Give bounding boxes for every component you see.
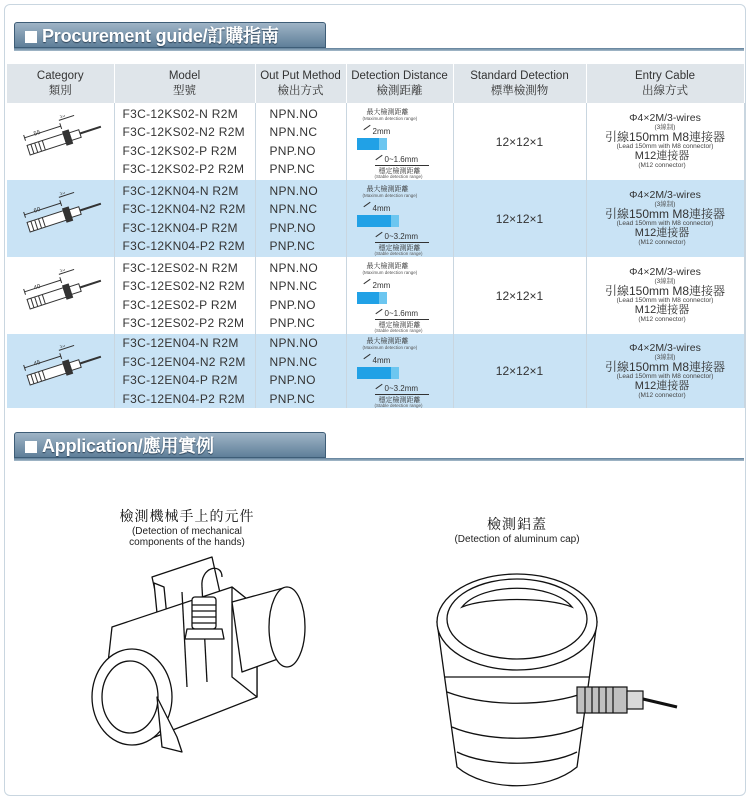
model-name: F3C-12KN04-P2 R2M bbox=[122, 239, 245, 253]
sensor-dim-length: 45 bbox=[33, 359, 42, 368]
stable-range-label: 穩定檢測距離 bbox=[378, 167, 421, 175]
stable-range-label: 穩定檢測距離 bbox=[378, 397, 421, 404]
arrow-icon bbox=[375, 308, 382, 313]
model-name: F3C-12ES02-N R2M bbox=[122, 260, 239, 275]
standard-detection-cell: 12×12×1 bbox=[453, 257, 586, 334]
max-range-label: 最大檢測距離 bbox=[366, 338, 409, 345]
distance-diagram bbox=[357, 334, 453, 408]
category-cell bbox=[7, 103, 114, 180]
sensor-drawing bbox=[15, 115, 105, 165]
cable-wires-note: (3線制) bbox=[654, 124, 676, 131]
output-method: PNP.NO bbox=[269, 297, 316, 312]
stable-range-label-en: (Stable detection range) bbox=[374, 327, 423, 333]
distance-diagram bbox=[357, 105, 453, 179]
left-caption bbox=[77, 506, 297, 548]
sensor-dim-head: 15 bbox=[59, 344, 67, 350]
max-range-value: 2mm bbox=[372, 280, 391, 290]
range-bar-light bbox=[391, 367, 399, 379]
cable-m12-note: (M12 connector) bbox=[638, 162, 686, 169]
distance-diagram bbox=[357, 259, 453, 333]
sensor-dim-length: 40 bbox=[33, 283, 42, 292]
max-range-label-en: (Maximum detection range) bbox=[362, 345, 418, 350]
model-name: F3C-12KN04-N R2M bbox=[122, 183, 239, 198]
output-method: PNP.NC bbox=[269, 239, 316, 253]
table-row bbox=[7, 334, 744, 408]
model-name: F3C-12KS02-P R2M bbox=[122, 143, 238, 158]
output-method-cell bbox=[255, 334, 346, 408]
output-method-cell bbox=[255, 103, 346, 180]
cable-m12: M12連接器 bbox=[634, 150, 690, 162]
range-bar bbox=[357, 292, 379, 304]
max-range-label: 最大檢測距離 bbox=[366, 185, 409, 193]
sensor-dim-length: 60 bbox=[33, 206, 42, 215]
model-name: F3C-12KN04-P R2M bbox=[122, 220, 238, 235]
range-bar bbox=[357, 215, 391, 227]
output-method: PNP.NC bbox=[269, 391, 316, 406]
sensor-dim-head: 15 bbox=[59, 269, 67, 274]
stable-range-value: 0~1.6mm bbox=[384, 308, 419, 318]
range-bar-light bbox=[391, 215, 399, 227]
header-output-method: Out Put Method 檢出方式 bbox=[255, 64, 346, 103]
range-bar-light bbox=[379, 292, 387, 304]
detection-distance-cell bbox=[346, 103, 453, 180]
output-method: PNP.NO bbox=[269, 373, 316, 387]
category-cell bbox=[7, 257, 114, 334]
header-category: Category 類別 bbox=[7, 64, 114, 103]
left-caption-zh: 檢測機械手上的元件 bbox=[119, 508, 255, 524]
procurement-table bbox=[7, 64, 745, 408]
table-row bbox=[7, 103, 744, 180]
right-caption-en: (Detection of aluminum cap) bbox=[454, 534, 580, 545]
standard-detection-cell: 12×12×1 bbox=[453, 180, 586, 257]
distance-diagram bbox=[357, 182, 453, 256]
cable-lead: 引線150mm M8連接器 bbox=[604, 130, 726, 144]
cable-wires: Φ4×2M/3-wires bbox=[629, 341, 701, 354]
stable-range-label-en: (Stable detection range) bbox=[374, 250, 423, 256]
range-bar bbox=[357, 138, 379, 150]
procurement-banner bbox=[14, 22, 326, 48]
application-area bbox=[7, 462, 744, 792]
category-cell bbox=[7, 180, 114, 257]
cable-lead: 引線150mm M8連接器 bbox=[604, 359, 726, 374]
detection-distance-cell bbox=[346, 334, 453, 408]
stable-range-value: 0~3.2mm bbox=[384, 231, 419, 241]
model-name: F3C-12ES02-N2 R2M bbox=[122, 279, 245, 293]
output-method: PNP.NC bbox=[269, 162, 316, 176]
output-method: NPN.NO bbox=[269, 183, 318, 198]
arrow-icon bbox=[375, 154, 382, 159]
output-method: NPN.NC bbox=[269, 125, 318, 139]
model-name: F3C-12ES02-P R2M bbox=[122, 297, 238, 312]
header-entry-cable: Entry Cable 出線方式 bbox=[586, 64, 744, 103]
cable-m12: M12連接器 bbox=[634, 304, 690, 316]
cable-lead-note: (Lead 150mm with M8 connector) bbox=[616, 143, 714, 150]
max-range-label-en: (Maximum detection range) bbox=[362, 192, 418, 198]
application-banner bbox=[14, 432, 326, 458]
table-header-row bbox=[7, 64, 744, 103]
cable-m12-note: (M12 connector) bbox=[638, 391, 686, 399]
sensor-dim-head: 15 bbox=[59, 192, 67, 197]
max-range-value: 2mm bbox=[372, 126, 391, 136]
cable-wires-note: (3線制) bbox=[654, 201, 676, 208]
max-range-label: 最大檢測距離 bbox=[366, 262, 409, 270]
output-method: PNP.NC bbox=[269, 316, 316, 330]
cable-lead-note: (Lead 150mm with M8 connector) bbox=[616, 220, 714, 227]
model-name: F3C-12KS02-N R2M bbox=[122, 106, 239, 121]
model-name: F3C-12EN04-N2 R2M bbox=[122, 354, 246, 369]
model-name: F3C-12KS02-P2 R2M bbox=[122, 162, 245, 176]
table-row bbox=[7, 180, 744, 257]
stable-range-label: 穩定檢測距離 bbox=[378, 244, 421, 252]
model-cell bbox=[114, 180, 255, 257]
left-caption-en2: components of the hands) bbox=[129, 537, 245, 548]
stable-range-label-en: (Stable detection range) bbox=[374, 403, 423, 408]
output-method: NPN.NC bbox=[269, 279, 318, 293]
output-method-cell bbox=[255, 180, 346, 257]
max-range-value: 4mm bbox=[372, 203, 391, 213]
square-icon bbox=[25, 441, 37, 453]
entry-cable-cell bbox=[586, 180, 744, 257]
detection-distance-cell bbox=[346, 257, 453, 334]
max-range-value: 4mm bbox=[372, 356, 391, 365]
arrow-icon bbox=[363, 278, 370, 283]
model-name: F3C-12EN04-P R2M bbox=[122, 373, 238, 387]
model-cell bbox=[114, 257, 255, 334]
arrow-icon bbox=[363, 201, 370, 206]
max-range-label: 最大檢測距離 bbox=[366, 108, 409, 116]
model-cell bbox=[114, 334, 255, 408]
left-caption-en1: (Detection of mechanical bbox=[131, 526, 243, 537]
stable-range-value: 0~3.2mm bbox=[384, 384, 419, 393]
cable-wires-note: (3線制) bbox=[654, 278, 676, 285]
banner-underline bbox=[14, 48, 744, 51]
mechanical-hand-illustration bbox=[82, 547, 312, 767]
output-method: NPN.NO bbox=[269, 106, 318, 121]
max-range-label-en: (Maximum detection range) bbox=[362, 269, 418, 275]
sensor-drawing bbox=[15, 269, 105, 319]
max-range-label-en: (Maximum detection range) bbox=[362, 115, 418, 121]
sensor-dim-length: 55 bbox=[33, 129, 42, 138]
table-row bbox=[7, 257, 744, 334]
application-title: Application/應用實例 bbox=[42, 436, 214, 456]
cable-m12-note: (M12 connector) bbox=[638, 316, 686, 323]
entry-cable-cell bbox=[586, 103, 744, 180]
arrow-icon bbox=[363, 124, 370, 129]
cable-m12-note: (M12 connector) bbox=[638, 239, 686, 246]
cable-lead-note: (Lead 150mm with M8 connector) bbox=[616, 372, 714, 380]
model-name: F3C-12EN04-P2 R2M bbox=[122, 391, 245, 406]
standard-detection-cell: 12×12×1 bbox=[453, 103, 586, 180]
cable-m12: M12連接器 bbox=[634, 227, 690, 239]
detection-distance-cell bbox=[346, 180, 453, 257]
header-standard-detection: Standard Detection 標準檢測物 bbox=[453, 64, 586, 103]
output-method: NPN.NC bbox=[269, 202, 318, 216]
range-bar bbox=[357, 367, 391, 379]
cable-lead-note: (Lead 150mm with M8 connector) bbox=[616, 297, 714, 304]
output-method: NPN.NC bbox=[269, 354, 318, 369]
output-method: PNP.NO bbox=[269, 143, 316, 158]
right-caption bbox=[417, 514, 617, 545]
cable-wires-note: (3線制) bbox=[654, 353, 676, 361]
model-cell bbox=[114, 103, 255, 180]
output-method: NPN.NO bbox=[269, 260, 318, 275]
cable-lead: 引線150mm M8連接器 bbox=[604, 207, 726, 221]
model-name: F3C-12KN04-N2 R2M bbox=[122, 202, 246, 216]
arrow-icon bbox=[375, 231, 382, 236]
output-method: PNP.NO bbox=[269, 220, 316, 235]
stable-range-label-en: (Stable detection range) bbox=[374, 173, 423, 179]
entry-cable-cell bbox=[586, 257, 744, 334]
square-icon bbox=[25, 31, 37, 43]
cable-wires: Φ4×2M/3-wires bbox=[629, 189, 701, 201]
banner-underline bbox=[14, 458, 744, 461]
procurement-title: Procurement guide/訂購指南 bbox=[42, 26, 279, 46]
stable-range-label: 穩定檢測距離 bbox=[378, 321, 421, 329]
sensor-drawing bbox=[15, 345, 105, 395]
cable-lead: 引線150mm M8連接器 bbox=[604, 284, 726, 298]
header-detection-distance: Detection Distance 檢測距離 bbox=[346, 64, 453, 103]
model-name: F3C-12EN04-N R2M bbox=[122, 336, 239, 350]
model-name: F3C-12KS02-N2 R2M bbox=[122, 125, 245, 139]
header-model: Model 型號 bbox=[114, 64, 255, 103]
entry-cable-cell bbox=[586, 334, 744, 408]
aluminum-cap-illustration bbox=[427, 567, 707, 787]
standard-detection-cell: 12×12×1 bbox=[453, 334, 586, 408]
range-bar-light bbox=[379, 138, 387, 150]
model-name: F3C-12ES02-P2 R2M bbox=[122, 316, 245, 330]
stable-range-value: 0~1.6mm bbox=[384, 154, 419, 164]
category-cell bbox=[7, 334, 114, 408]
arrow-icon bbox=[363, 354, 370, 359]
cable-wires: Φ4×2M/3-wires bbox=[629, 112, 701, 124]
right-caption-zh: 檢測鋁蓋 bbox=[487, 516, 547, 532]
cable-m12: M12連接器 bbox=[634, 379, 690, 392]
arrow-icon bbox=[375, 384, 382, 389]
output-method: NPN.NO bbox=[269, 336, 318, 350]
output-method-cell bbox=[255, 257, 346, 334]
cable-wires: Φ4×2M/3-wires bbox=[629, 266, 701, 278]
sensor-dim-head: 15 bbox=[59, 115, 67, 120]
sensor-drawing bbox=[15, 192, 105, 242]
